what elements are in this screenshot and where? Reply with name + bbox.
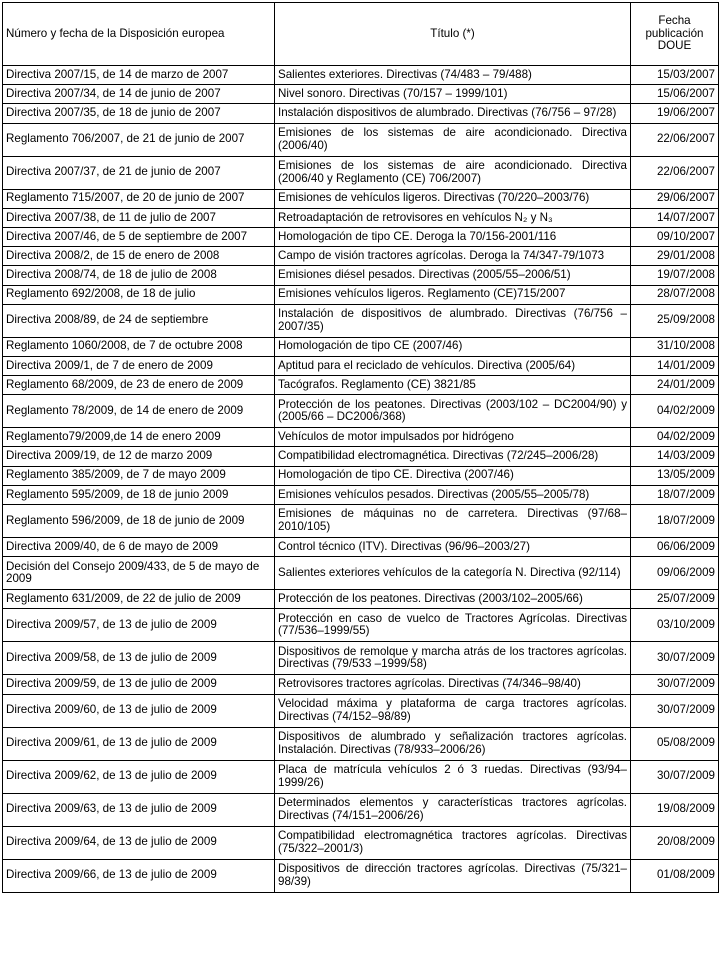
title-cell: Placa de matrícula vehículos 2 ó 3 ruedas. Directivas (93/94–1999/26) [275,760,631,793]
title-cell: Homologación de tipo CE. Directiva (2007/46) [275,466,631,485]
pub-date-cell: 20/08/2009 [631,826,719,859]
table-row [3,376,719,395]
title-cell: Homologación de tipo CE. Deroga la 70/156-2001/116 [275,227,631,246]
number-date-cell: Reglamento 78/2009, de 14 de enero de 2009 [3,395,275,428]
number-date-cell: Directiva 2009/40, de 6 de mayo de 2009 [3,538,275,557]
table-row [3,590,719,609]
table-row [3,304,719,337]
title-cell: Emisiones vehículos pesados. Directivas (2005/55–2005/78) [275,485,631,504]
pub-date-cell: 01/08/2009 [631,859,719,892]
table-row [3,85,719,104]
table-row [3,337,719,356]
table-row [3,156,719,189]
number-date-cell: Reglamento 1060/2008, de 7 de octubre 2008 [3,337,275,356]
table-row [3,826,719,859]
table-row [3,505,719,538]
pub-date-cell: 14/07/2007 [631,208,719,227]
pub-date-cell: 14/01/2009 [631,356,719,375]
title-cell: Salientes exteriores vehículos de la categoría N. Directiva (92/114) [275,557,631,590]
table-row [3,485,719,504]
pub-date-cell: 22/06/2007 [631,123,719,156]
pub-date-cell: 31/10/2008 [631,337,719,356]
number-date-cell: Directiva 2009/66, de 13 de julio de 2009 [3,859,275,892]
pub-date-cell: 18/07/2009 [631,505,719,538]
table-row [3,727,719,760]
pub-date-cell: 04/02/2009 [631,428,719,447]
dispositions-table [2,2,719,893]
table-row [3,104,719,123]
table-row [3,247,719,266]
title-cell: Vehículos de motor impulsados por hidrógeno [275,428,631,447]
number-date-cell: Directiva 2007/37, de 21 de junio de 2007 [3,156,275,189]
number-date-cell: Directiva 2009/58, de 13 de julio de 2009 [3,642,275,675]
number-date-cell: Directiva 2008/2, de 15 de enero de 2008 [3,247,275,266]
title-cell: Retrovisores tractores agrícolas. Directivas (74/346–98/40) [275,675,631,694]
pub-date-cell: 03/10/2009 [631,609,719,642]
pub-date-cell: 09/06/2009 [631,557,719,590]
pub-date-cell: 14/03/2009 [631,447,719,466]
number-date-cell: Reglamento 385/2009, de 7 de mayo 2009 [3,466,275,485]
number-date-cell: Reglamento 596/2009, de 18 de junio de 2009 [3,505,275,538]
number-date-cell: Directiva 2009/62, de 13 de julio de 2009 [3,760,275,793]
number-date-cell: Reglamento79/2009,de 14 de enero 2009 [3,428,275,447]
title-cell: Dispositivos de alumbrado y señalización tractores agrícolas. Instalación. Directivas (78/933–2006/26) [275,727,631,760]
table-row [3,395,719,428]
table-row [3,428,719,447]
table-row [3,859,719,892]
pub-date-cell: 25/07/2009 [631,590,719,609]
pub-date-cell: 24/01/2009 [631,376,719,395]
number-date-cell: Directiva 2007/15, de 14 de marzo de 2007 [3,66,275,85]
title-cell: Velocidad máxima y plataforma de carga tractores agrícolas. Directivas (74/152–98/89) [275,694,631,727]
title-cell: Tacógrafos. Reglamento (CE) 3821/85 [275,376,631,395]
table-row [3,793,719,826]
title-cell: Emisiones de vehículos ligeros. Directivas (70/220–2003/76) [275,189,631,208]
table-header-row [3,3,719,66]
pub-date-cell: 19/08/2009 [631,793,719,826]
title-cell: Retroadaptación de retrovisores en vehículos N₂ y N₃ [275,208,631,227]
pub-date-cell: 30/07/2009 [631,760,719,793]
header-pub-line3: DOUE [657,39,692,53]
title-cell: Compatibilidad electromagnética. Directivas (72/245–2006/28) [275,447,631,466]
title-cell: Instalación dispositivos de alumbrado. Directivas (76/756 – 97/28) [275,104,631,123]
header-pub-line2: publicación [645,26,704,40]
title-cell: Campo de visión tractores agrícolas. Deroga la 74/347-79/1073 [275,247,631,266]
title-cell: Homologación de tipo CE (2007/46) [275,337,631,356]
title-cell: Emisiones de los sistemas de aire acondicionado. Directiva (2006/40) [275,123,631,156]
title-cell: Dispositivos de dirección tractores agrícolas. Directivas (75/321–98/39) [275,859,631,892]
table-row [3,285,719,304]
title-cell: Emisiones diésel pesados. Directivas (2005/55–2006/51) [275,266,631,285]
pub-date-cell: 05/08/2009 [631,727,719,760]
pub-date-cell: 28/07/2008 [631,285,719,304]
pub-date-cell: 15/03/2007 [631,66,719,85]
title-cell: Compatibilidad electromagnética tractores agrícolas. Directivas (75/322–2001/3) [275,826,631,859]
title-cell: Protección en caso de vuelco de Tractores Agrícolas. Directivas (77/536–1999/55) [275,609,631,642]
table-row [3,557,719,590]
title-cell: Emisiones de máquinas no de carretera. Directivas (97/68–2010/105) [275,505,631,538]
number-date-cell: Directiva 2009/57, de 13 de julio de 2009 [3,609,275,642]
number-date-cell: Directiva 2009/61, de 13 de julio de 2009 [3,727,275,760]
number-date-cell: Directiva 2009/1, de 7 de enero de 2009 [3,356,275,375]
pub-date-cell: 19/07/2008 [631,266,719,285]
title-cell: Emisiones vehículos ligeros. Reglamento (CE)715/2007 [275,285,631,304]
title-cell: Aptitud para el reciclado de vehículos. Directiva (2005/64) [275,356,631,375]
table-row [3,356,719,375]
pub-date-cell: 18/07/2009 [631,485,719,504]
header-title: Título (*) [275,3,631,66]
title-cell: Dispositivos de remolque y marcha atrás de los tractores agrícolas. Directivas (79/533 –1999/58) [275,642,631,675]
number-date-cell: Directiva 2009/63, de 13 de julio de 2009 [3,793,275,826]
number-date-cell: Directiva 2009/59, de 13 de julio de 2009 [3,675,275,694]
table-row [3,189,719,208]
header-number-date: Número y fecha de la Disposición europea [3,3,275,66]
table-row [3,694,719,727]
number-date-cell: Decisión del Consejo 2009/433, de 5 de mayo de 2009 [3,557,275,590]
table-row [3,447,719,466]
number-date-cell: Reglamento 68/2009, de 23 de enero de 2009 [3,376,275,395]
table-row [3,760,719,793]
number-date-cell: Directiva 2009/19, de 12 de marzo 2009 [3,447,275,466]
title-cell: Determinados elementos y características tractores agrícolas. Directivas (74/151–2006/26) [275,793,631,826]
header-pub-line1: Fecha [658,14,691,28]
title-cell: Emisiones de los sistemas de aire acondicionado. Directiva (2006/40 y Reglamento (CE) 706/2007) [275,156,631,189]
title-cell: Protección de los peatones. Directivas (2003/102 – DC2004/90) y (2005/66 – DC2006/368) [275,395,631,428]
header-publication-date [631,3,719,66]
number-date-cell: Reglamento 706/2007, de 21 de junio de 2007 [3,123,275,156]
title-cell: Instalación de dispositivos de alumbrado. Directivas (76/756 – 2007/35) [275,304,631,337]
number-date-cell: Directiva 2007/38, de 11 de julio de 2007 [3,208,275,227]
pub-date-cell: 19/06/2007 [631,104,719,123]
number-date-cell: Reglamento 631/2009, de 22 de julio de 2009 [3,590,275,609]
pub-date-cell: 06/06/2009 [631,538,719,557]
number-date-cell: Directiva 2009/60, de 13 de julio de 2009 [3,694,275,727]
pub-date-cell: 29/01/2008 [631,247,719,266]
title-cell: Nivel sonoro. Directivas (70/157 – 1999/101) [275,85,631,104]
number-date-cell: Reglamento 692/2008, de 18 de julio [3,285,275,304]
pub-date-cell: 22/06/2007 [631,156,719,189]
table-row [3,466,719,485]
pub-date-cell: 04/02/2009 [631,395,719,428]
pub-date-cell: 13/05/2009 [631,466,719,485]
title-cell: Salientes exteriores. Directivas (74/483 – 79/488) [275,66,631,85]
table-row [3,538,719,557]
pub-date-cell: 09/10/2007 [631,227,719,246]
title-cell: Protección de los peatones. Directivas (2003/102–2005/66) [275,590,631,609]
number-date-cell: Directiva 2007/35, de 18 de junio de 2007 [3,104,275,123]
pub-date-cell: 30/07/2009 [631,694,719,727]
table-row [3,227,719,246]
table-row [3,642,719,675]
table-row [3,675,719,694]
title-cell: Control técnico (ITV). Directivas (96/96–2003/27) [275,538,631,557]
table-row [3,66,719,85]
table-row [3,208,719,227]
pub-date-cell: 30/07/2009 [631,642,719,675]
pub-date-cell: 15/06/2007 [631,85,719,104]
number-date-cell: Directiva 2009/64, de 13 de julio de 2009 [3,826,275,859]
table-row [3,266,719,285]
table-row [3,123,719,156]
number-date-cell: Directiva 2008/74, de 18 de julio de 2008 [3,266,275,285]
table-row [3,609,719,642]
number-date-cell: Directiva 2007/46, de 5 de septiembre de 2007 [3,227,275,246]
number-date-cell: Reglamento 715/2007, de 20 de junio de 2007 [3,189,275,208]
number-date-cell: Directiva 2007/34, de 14 de junio de 2007 [3,85,275,104]
pub-date-cell: 29/06/2007 [631,189,719,208]
pub-date-cell: 25/09/2008 [631,304,719,337]
number-date-cell: Reglamento 595/2009, de 18 de junio 2009 [3,485,275,504]
number-date-cell: Directiva 2008/89, de 24 de septiembre [3,304,275,337]
table-body [3,66,719,893]
pub-date-cell: 30/07/2009 [631,675,719,694]
